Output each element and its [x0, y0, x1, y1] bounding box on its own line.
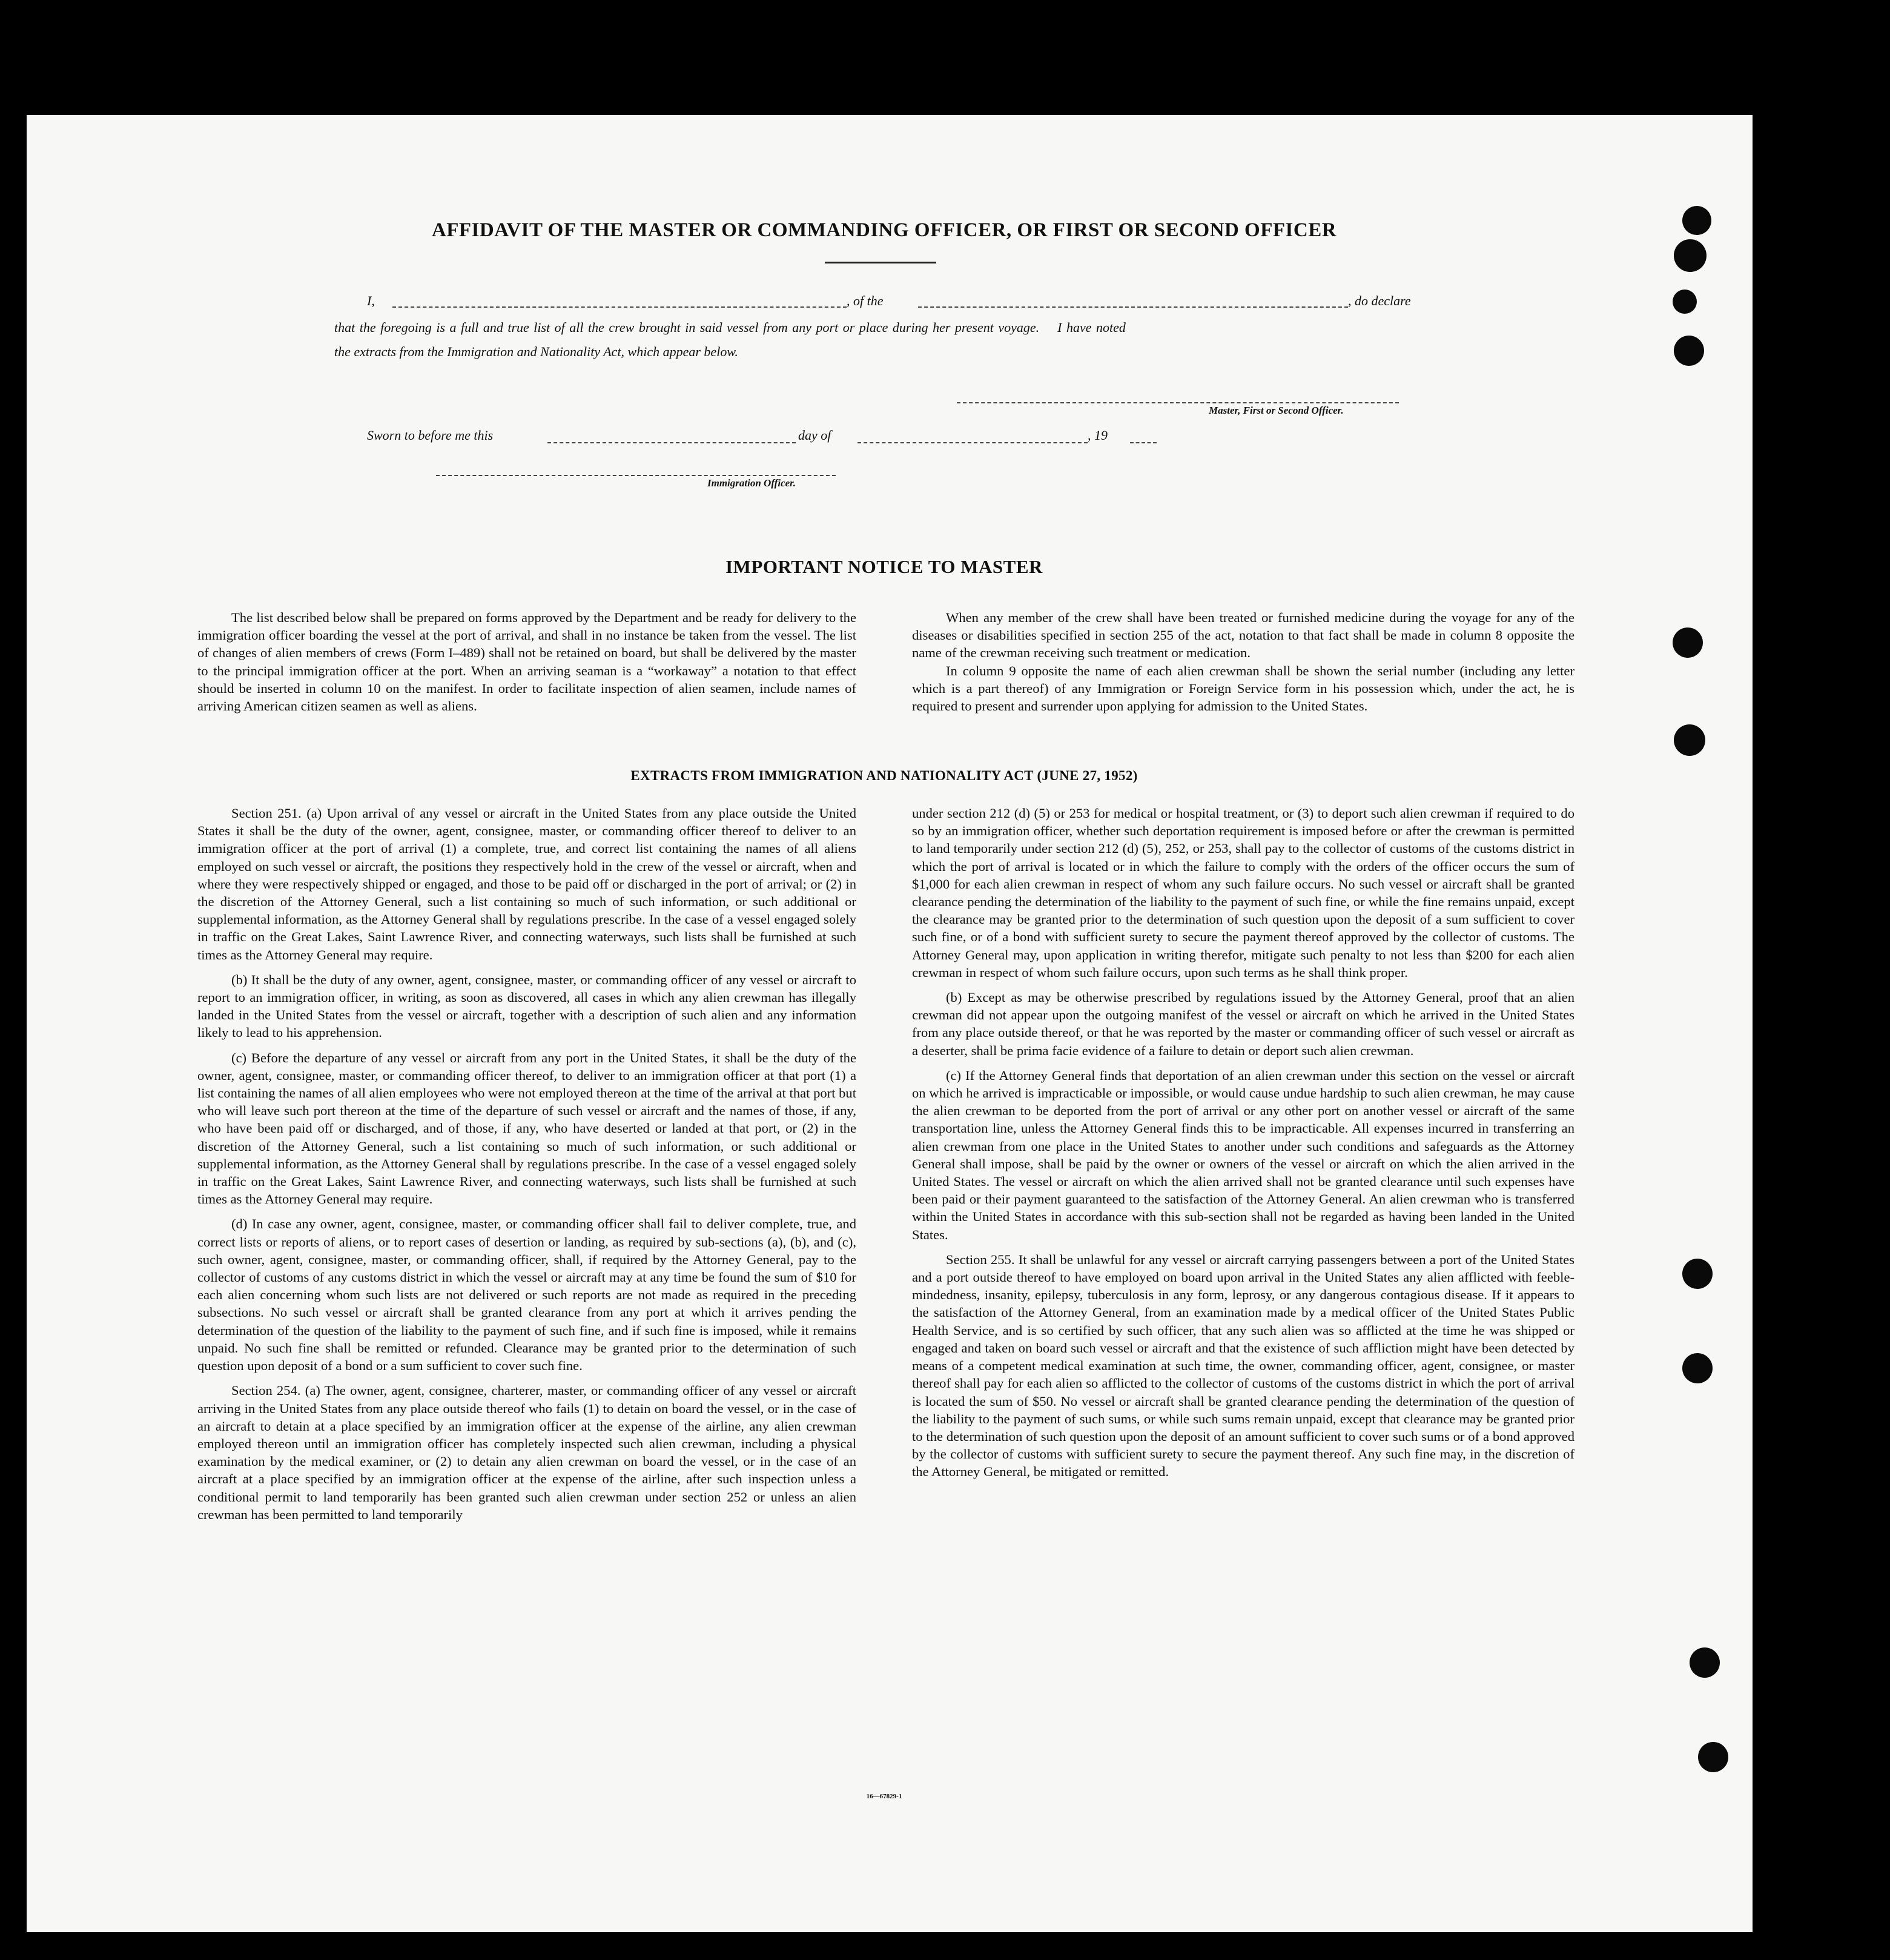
- punch-hole: [1682, 1353, 1713, 1383]
- affidavit-statement-line-2: that the foregoing is a full and true list of all the crew brought in said vessel from any port or place during her present voyage. I have noted: [334, 320, 1126, 335]
- punch-hole: [1682, 206, 1711, 235]
- declare-label: , do declare: [1348, 293, 1411, 308]
- notice-paragraph: The list described below shall be prepared on forms approved by the Department and be ready for delivery to the immigration officer boarding the vessel at the port of arrival, and shall in no instance be taken from the vessel. The list of changes of alien members of crews (Form I–489) shall not be retained on board, but shall be delivered by the master to the principal immigration officer at the port. When an arriving seaman is a “workaway” a notation to that effect should be inserted in column 10 on the manifest. In order to facilitate inspection of alien seamen, include names of arriving American citizen seamen as well as aliens.: [197, 610, 856, 714]
- extracts-right-column: [912, 804, 1574, 1488]
- notice-left-column: [197, 609, 856, 715]
- sworn-day-field[interactable]: [547, 442, 796, 443]
- officer-signature-field[interactable]: [436, 475, 836, 476]
- punch-hole: [1673, 627, 1703, 658]
- section-251c: (c) Before the departure of any vessel or aircraft from any port in the United States, it shall be the duty of the owner, agent, consignee, master, or commanding officer thereof, to deliver to an immigration officer at that port (1) a list containing the names of all alien employees who were not employed thereon at the time of the arrival at that port but who will leave such port thereon at the time of the departure of such vessel or aircraft and the names of those, if any, who have been paid off or discharged, and of those, if any, who have deserted or landed at that port, or (2) in the discretion of the Attorney General, such a list containing so much of such information, or such additional or supplemental information, as the Attorney General shall by regulations prescribe. In the case of a vessel engaged solely in traffic on the Great Lakes, Saint Lawrence River, and connecting waterways, such lists shall be furnished at such times as the Attorney General may require.: [197, 1050, 856, 1207]
- punch-hole: [1674, 724, 1705, 756]
- punch-hole: [1673, 290, 1697, 314]
- notice-right-column: [912, 609, 1574, 715]
- master-signature-field[interactable]: [957, 402, 1399, 403]
- notice-paragraph: When any member of the crew shall have been treated or furnished medicine during the voyage for any of the diseases or disabilities specified in section 255 of the act, notation to that fact shall be made in column 8 opposite the name of the crewman receiving such treatment or medication.: [912, 610, 1574, 661]
- section-254a-continued: under section 212 (d) (5) or 253 for medical or hospital treatment, or (3) to deport such alien crewman if required to do so by an immigration officer, whether such deportation requirement is imposed before or after the crewman is permitted to land temporarily under section 212 (d) (5), 252, or 253, shall pay to the collector of customs of the customs district in which the port of arrival is located or in which the failure to comply with the orders of the officer occurs the sum of $1,000 for each alien crewman in respect of whom any such failure occurs. No such vessel or aircraft shall be granted clearance pending the determination of the liability to the payment of such fine, or while the fine remains unpaid, except the clearance may be granted prior to the determination of such question upon the deposit of a sum sufficient to cover such fine, or of a bond with sufficient surety to secure the payment thereof approved by the collector of customs. The Attorney General may, upon application in writing therefor, mitigate such penalty to not less than $200 for each alien crewman in respect of whom such failure occurs, upon such terms as he shall think proper.: [912, 806, 1574, 980]
- section-254a: Section 254. (a) The owner, agent, consignee, charterer, master, or commanding officer of any vessel or aircraft arriving in the United States from any place outside thereof who fails (1) to detain on board the vessel, or in the case of an aircraft to detain at a place specified by an immigration officer at the expense of the airline, any alien crewman employed thereon until an immigration officer has completely inspected such alien crewman, including a physical examination by the medical examiner, or (2) to detain any alien crewman on board the vessel, or in the case of an aircraft at a place specified by an immigration officer at the expense of the airline, after such inspection unless a conditional permit to land temporarily has been granted such alien crewman under section 252 or unless an alien crewman has been permitted to land temporarily: [197, 1383, 856, 1522]
- notice-title: IMPORTANT NOTICE TO MASTER: [725, 556, 1043, 577]
- form-number: 16—67829-1: [866, 1793, 902, 1800]
- vessel-of-label: , of the: [847, 293, 884, 308]
- declarant-name-field[interactable]: [392, 306, 847, 308]
- punch-hole: [1698, 1742, 1728, 1772]
- section-255: Section 255. It shall be unlawful for any vessel or aircraft carrying passengers between a port of the United States and a port outside thereof to have employed on board upon arrival in the United States any alien afflicted with feeble-mindedness, insanity, epilepsy, tuberculosis in any form, leprosy, or any dangerous contagious disease. If it appears to the satisfaction of the Attorney General, from an examination made by a medical officer of the United States Public Health Service, and is so certified by such officer, that any such alien was so afflicted at the time he was shipped or engaged and taken on board such vessel or aircraft and that the existence of such affliction might have been detected by means of a competent medical examination at such time, the owner, commanding officer, agent, consignee, or master thereof shall pay for each alien so afflicted to the collector of customs of the customs district in which the port of arrival is located the sum of $50. No vessel or aircraft shall be granted clearance pending the determination of the question of the liability to the payment of such sums, or while such sums remain unpaid, except that clearance may be granted prior to the determination of such question upon the deposit of an amount sufficient to cover such sums or of a bond approved by the collector of customs with sufficient surety to secure the payment thereof. Any such fine may, in the discretion of the Attorney General, be mitigated or remitted.: [912, 1251, 1574, 1480]
- sworn-month-field[interactable]: [857, 442, 1088, 443]
- declarant-label: I,: [367, 293, 375, 308]
- punch-hole: [1674, 336, 1704, 366]
- extracts-title: EXTRACTS FROM IMMIGRATION AND NATIONALITY ACT (JUNE 27, 1952): [630, 768, 1138, 783]
- affidavit-title: AFFIDAVIT OF THE MASTER OR COMMANDING OFFICER, OR FIRST OR SECOND OFFICER: [431, 219, 1337, 241]
- sworn-year-field[interactable]: [1130, 442, 1157, 443]
- notice-paragraph: In column 9 opposite the name of each alien crewman shall be shown the serial number (including any letter which is a part thereof) of any Immigration or Foreign Service form in his possession which, under the act, he is required to present and surrender upon applying for admission to the United States.: [912, 663, 1574, 714]
- year-label: , 19: [1088, 428, 1108, 443]
- punch-hole: [1682, 1259, 1713, 1289]
- section-251a: Section 251. (a) Upon arrival of any vessel or aircraft in the United States from any place outside the United States it shall be the duty of the owner, agent, consignee, master, or commanding officer thereof to deliver to an immigration officer at the port of arrival (1) a complete, true, and correct list containing the names of all aliens employed on such vessel or aircraft, the positions they respectively hold in the crew of the vessel or aircraft, when and where they were respectively shipped or engaged, and those to be paid off or discharged in the port of arrival; or (2) in the discretion of the Attorney General, such a list containing so much of such information, or such additional or supplemental information, as the Attorney General shall by regulations prescribe. In the case of a vessel engaged solely in traffic on the Great Lakes, Saint Lawrence River, and connecting waterways, such lists shall be furnished at such times as the Attorney General may require.: [197, 806, 856, 962]
- section-251b: (b) It shall be the duty of any owner, agent, consignee, master, or commanding officer of any vessel or aircraft to report to an immigration officer, in writing, as soon as discovered, all cases in which any alien crewman has illegally landed in the United States from the vessel or aircraft, together with a description of such alien and any information likely to lead to his apprehension.: [197, 972, 856, 1041]
- section-251d: (d) In case any owner, agent, consignee, master, or commanding officer shall fail to deliver complete, true, and correct lists or reports of aliens, or to report cases of desertion or landing, as required by sub-sections (a), (b), and (c), such owner, agent, consignee, master, or commanding officer, shall, if required by the Attorney General, pay to the collector of customs of any customs district in which the vessel or aircraft may at any time be found the sum of $10 for each alien concerning whom such lists are not delivered or such reports are not made as required in the preceding subsections. No such vessel or aircraft shall be granted clearance from any port at which it arrives pending the determination of the question of the liability to the payment of such fine, and if such fine is imposed, while it remains unpaid. No such fine shall be remitted or refunded. Clearance may be granted prior to the determination of such question upon deposit of a bond or a sum sufficient to cover such fine.: [197, 1216, 856, 1374]
- vessel-name-field[interactable]: [918, 306, 1348, 308]
- title-rule: [825, 262, 936, 263]
- sworn-label: Sworn to before me this: [367, 428, 494, 443]
- officer-signature-label: Immigration Officer.: [707, 477, 796, 489]
- extracts-left-column: [197, 804, 856, 1531]
- master-signature-label: Master, First or Second Officer.: [1209, 405, 1344, 416]
- punch-hole: [1674, 239, 1707, 272]
- section-254b: (b) Except as may be otherwise prescribed by regulations issued by the Attorney General, proof that an alien crewman did not appear upon the outgoing manifest of the vessel or aircraft on which he arrived in the United States from any place outside thereof, or that he was reported by the master or commanding officer of such vessel or aircraft as a deserter, shall be prima facie evidence of a failure to detain or deport such alien crewman.: [912, 990, 1574, 1058]
- punch-hole: [1690, 1647, 1720, 1678]
- section-254c: (c) If the Attorney General finds that deportation of an alien crewman under this section on the vessel or aircraft on which he arrived is impracticable or impossible, or would cause undue hardship to such alien crewman, he may cause the alien crewman to be deported from the port of arrival or any other port on another vessel or aircraft of the same transportation line, unless the Attorney General finds this to be impracticable. All expenses incurred in transferring an alien crewman from one place in the United States to another under such conditions and safeguards as the Attorney General shall impose, shall be paid by the owner or owners of the vessel or aircraft on which the alien arrived in the United States. The vessel or aircraft on which the alien arrived shall not be granted clearance until such expenses have been paid or their payment guaranteed to the satisfaction of the Attorney General. An alien crewman who is transferred within the United States in accordance with this sub-section shall not be regarded as having been landed in the United States.: [912, 1067, 1574, 1242]
- affidavit-statement-line-3: the extracts from the Immigration and Nationality Act, which appear below.: [334, 344, 738, 359]
- day-of-label: day of: [798, 428, 831, 443]
